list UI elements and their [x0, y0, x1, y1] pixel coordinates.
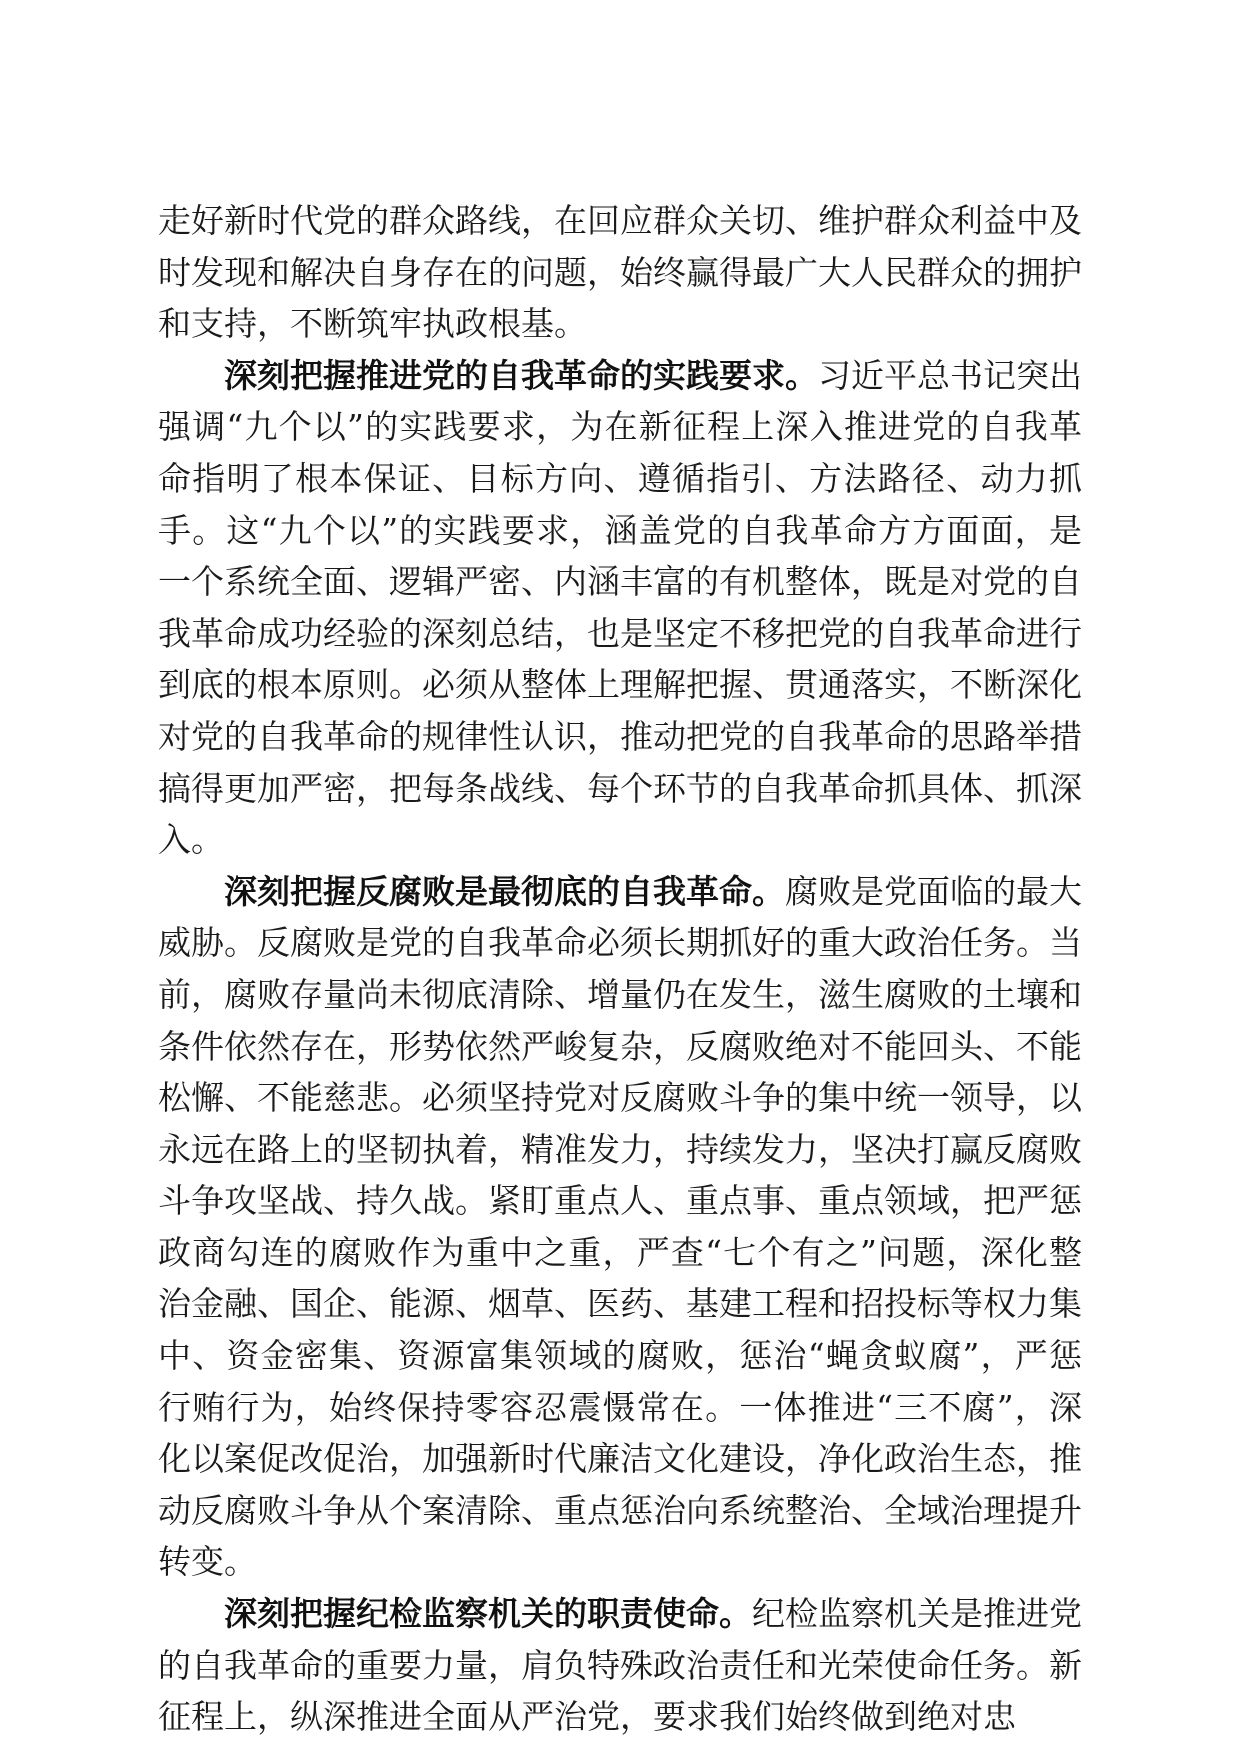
paragraph-lead-heading: 深刻把握纪检监察机关的职责使命。 — [224, 1594, 752, 1634]
paragraph-lead-heading: 深刻把握推进党的自我革命的实践要求。 — [224, 355, 818, 395]
paragraph-body: 走好新时代党的群众路线，在回应群众关切、维护群众利益中及时发现和解决自身存在的问题，始终赢得最广大人民群众的拥护和支持，不断筑牢执政根基。 — [158, 201, 1082, 344]
paragraph-anti-corruption — [158, 866, 1082, 1588]
paragraph-continuation — [158, 195, 1082, 350]
paragraph-duties-mission — [158, 1588, 1082, 1743]
document-page — [158, 195, 1082, 1743]
paragraph-body: 腐败是党面临的最大威胁。反腐败是党的自我革命必须长期抓好的重大政治任务。当前，腐败存量尚未彻底清除、增量仍在发生，滋生腐败的土壤和条件依然存在，形势依然严峻复杂，反腐败绝对不能回头、不能松懈、不能慈悲。必须坚持党对反腐败斗争的集中统一领导，以永远在路上的坚韧执着，精准发力，持续发力，坚决打赢反腐败斗争攻坚战、持久战。紧盯重点人、重点事、重点领域，把严惩政商勾连的腐败作为重中之重，严查“七个有之”问题，深化整治金融、国企、能源、烟草、医药、基建工程和招投标等权力集中、资金密集、资源富集领域的腐败，惩治“蝇贪蚁腐”，严惩行贿行为，始终保持零容忍震慑常在。一体推进“三不腐”，深化以案促改促治，加强新时代廉洁文化建设，净化政治生态，推动反腐败斗争从个案清除、重点惩治向系统整治、全域治理提升转变。 — [158, 871, 1082, 1582]
paragraph-body: 纪检监察机关是推进党的自我革命的重要力量，肩负特殊政治责任和光荣使命任务。新征程上，纵深推进全面从严治党，要求我们始终做到绝对忠 — [158, 1594, 1082, 1737]
paragraph-practice-requirements — [158, 350, 1082, 866]
paragraph-body: 习近平总书记突出强调“九个以”的实践要求，为在新征程上深入推进党的自我革命指明了根本保证、目标方向、遵循指引、方法路径、动力抓手。这“九个以”的实践要求，涵盖党的自我革命方方面面，是一个系统全面、逻辑严密、内涵丰富的有机整体，既是对党的自我革命成功经验的深刻总结，也是坚定不移把党的自我革命进行到底的根本原则。必须从整体上理解把握、贯通落实，不断深化对党的自我革命的规律性认识，推动把党的自我革命的思路举措搞得更加严密，把每条战线、每个环节的自我革命抓具体、抓深入。 — [158, 355, 1082, 860]
paragraph-lead-heading: 深刻把握反腐败是最彻底的自我革命。 — [224, 871, 785, 911]
